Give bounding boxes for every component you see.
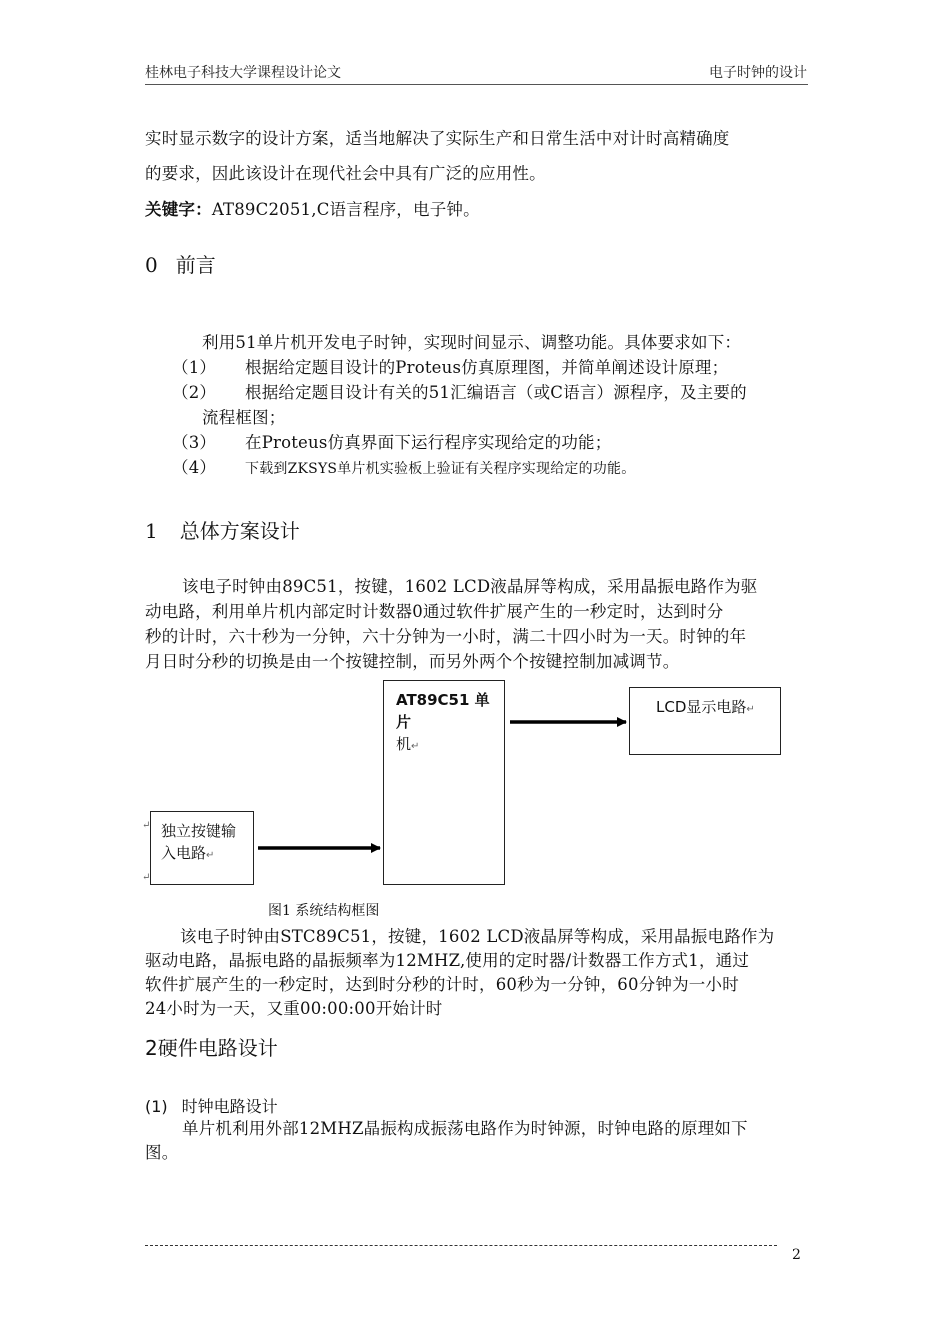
section-1-para1-line2: 动电路，利用单片机内部定时计数器0通过软件扩展产生的一秒定时，达到时分 [145, 602, 724, 621]
list-item-3-num: （3） [172, 433, 217, 452]
key-label-line2: 入电路↵ [161, 844, 215, 862]
section-1-heading [145, 515, 300, 544]
list-item-2-text-cont: 流程框图； [202, 408, 286, 427]
section-1-para2-line2: 驱动电路，晶振电路的晶振频率为12MHZ,使用的定时器/计数器工作方式1，通过 [145, 951, 750, 970]
section-0-lead: 利用51单片机开发电子时钟，实现时间显示、调整功能。具体要求如下： [202, 333, 742, 352]
section-2-heading: 2硬件电路设计 [145, 1036, 278, 1060]
section-1-title: 总体方案设计 [179, 519, 300, 543]
section-1-para1-line1: 该电子时钟由89C51，按键，1602 LCD液晶屏等构成，采用晶振电路作为驱 [182, 577, 758, 596]
section-2-para-line2: 图。 [145, 1143, 179, 1162]
list-item-2-num: （2） [172, 383, 217, 402]
section-1-para2-line4: 24小时为一天，又重00:00:00开始计时 [145, 999, 443, 1018]
keywords-text: AT89C2051,C语言程序，电子钟。 [211, 200, 480, 219]
return-mark-bottom: ↵ [142, 872, 151, 883]
list-item-2-text: 根据给定题目设计有关的51汇编语言（或C语言）源程序，及主要的 [245, 383, 747, 402]
list-item-4-num: （4） [172, 458, 217, 477]
subsection-number: (1) [145, 1097, 168, 1116]
list-item-1-num: （1） [172, 358, 217, 377]
key-label-line1: 独立按键输 [161, 822, 237, 840]
section-1-para1-line4: 月日时分秒的切换是由一个按键控制，而另外两个个按键控制加减调节。 [145, 652, 680, 671]
section-0-title: 前言 [175, 253, 216, 277]
header-right: 电子时钟的设计 [709, 65, 807, 81]
intro-line-2: 的要求，因此该设计在现代社会中具有广泛的应用性。 [145, 164, 546, 183]
header-rule [145, 84, 808, 85]
figure-caption: 图1 系统结构框图 [268, 903, 380, 919]
return-mark-top: ↵ [142, 820, 151, 831]
section-2-para-line1: 单片机利用外部12MHZ晶振构成振荡电路作为时钟源，时钟电路的原理如下 [182, 1119, 748, 1138]
list-item-1-text: 根据给定题目设计的Proteus仿真原理图，并简单阐述设计原理； [245, 358, 729, 377]
section-1-number: 1 [145, 519, 158, 543]
system-block-diagram [140, 678, 810, 893]
section-1-para2-line3: 软件扩展产生的一秒定时，达到时分秒的计时，60秒为一分钟，60分钟为一小时 [145, 975, 739, 994]
list-item-4-text: 下载到ZKSYS单片机实验板上验证有关程序实现给定的功能。 [245, 461, 636, 477]
keywords [145, 198, 480, 222]
keywords-label: 关键字： [145, 200, 212, 219]
page-number: 2 [792, 1247, 801, 1263]
mcu-label-line1: AT89C51 单片 [396, 691, 490, 731]
subsection-heading [145, 1094, 278, 1117]
section-0-number: 0 [145, 253, 158, 277]
lcd-label: LCD显示电路↵ [656, 698, 755, 716]
section-0-heading [145, 249, 216, 278]
subsection-title: 时钟电路设计 [181, 1097, 278, 1116]
mcu-label-line2: 机↵ [396, 735, 420, 753]
section-1-para1-line3: 秒的计时，六十秒为一分钟，六十分钟为一小时，满二十四小时为一天。时钟的年 [145, 627, 747, 646]
diagram-arrows [140, 678, 810, 893]
header-left: 桂林电子科技大学课程设计论文 [145, 65, 341, 81]
section-1-para2-line1: 该电子时钟由STC89C51，按键，1602 LCD液晶屏等构成，采用晶振电路作为 [180, 927, 775, 946]
intro-line-1: 实时显示数字的设计方案，适当地解决了实际生产和日常生活中对计时高精确度 [145, 129, 730, 148]
footer-rule [145, 1245, 777, 1246]
list-item-3-text: 在Proteus仿真界面下运行程序实现给定的功能； [245, 433, 612, 452]
